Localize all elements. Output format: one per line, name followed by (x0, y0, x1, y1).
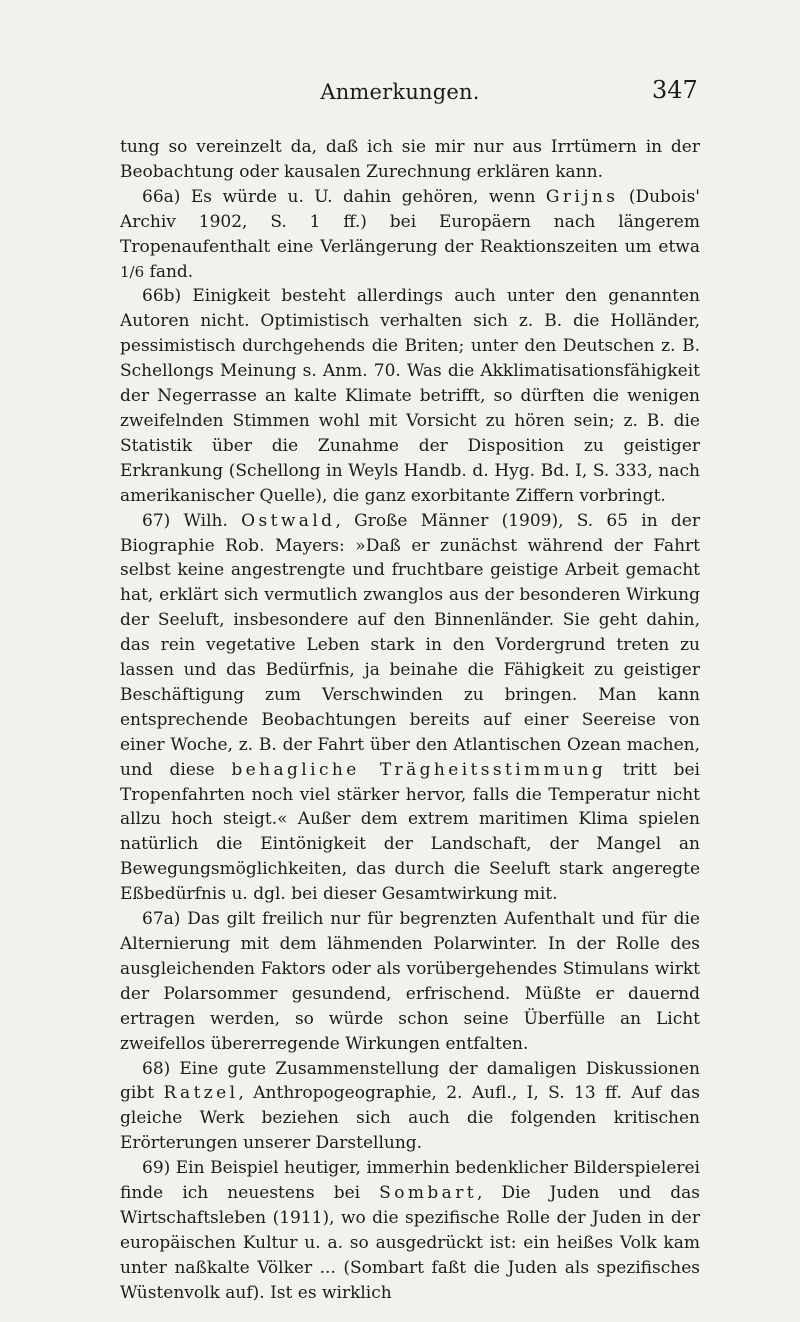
note-66a: 66a) Es würde u. U. dahin gehören, wenn Grijns (Dubois' Archiv 1902, S. 1 ff.) bei Europäern nach längerem Tropenaufenthalt eine Verlängerung der Reaktionszeiten um etwa 1/6 fand. (120, 186, 700, 282)
note-67: 67) Wilh. Ostwald, Große Männer (1909), S. 65 in der Biographie Rob. Mayers: »Daß er zunächst während der Fahrt selbst keine angestrengte und fruchtbare geistige Arbeit gemacht hat, erklärt sich vermutlich zwanglos aus der besonderen Wirkung der Seeluft, insbesondere auf den Binnenländer. Sie geht dahin, das rein vegetative Leben stark in den Vordergrund treten zu lassen und das Bedürfnis, ja beinahe die Fähigkeit zu geistiger Beschäftigung zum Verschwinden zu bringen. Man kann entsprechende Beobachtungen bereits auf einer Seereise von einer Woche, z. B. der Fahrt über den Atlantischen Ozean machen, und diese behagliche Trägheitsstimmung tritt bei Tropenfahrten noch viel stärker hervor, falls die Temperatur nicht allzu hoch steigt.« Außer dem extrem maritimen Klima spielen natürlich die Eintönigkeit der Landschaft, der Mangel an Bewegungsmöglichkeiten, das durch die Seeluft stark angeregte Eßbedürfnis u. dgl. bei dieser Gesamtwirkung mit. (120, 510, 700, 905)
emphasized-phrase: behagliche Trägheitsstimmung (231, 759, 607, 780)
author-name: Sombart (379, 1183, 477, 1204)
body-text (120, 135, 700, 1306)
author-name: Grijns (545, 186, 619, 207)
author-name: Ostwald (241, 510, 336, 531)
author-name: Ratzel (163, 1083, 239, 1104)
note-66b: 66b) Einigkeit besteht allerdings auch unter den genannten Autoren nicht. Optimistisch verhalten sich z. B. die Holländer, pessimistisch durchgehends die Briten; unter den Deutschen z. B. Schellongs Meinung s. Anm. 70. Was die Akklimatisationsfähigkeit der Negerrasse an kalte Klimate betrifft, so dürften die wenigen zweifelnden Stimmen wohl mit Vorsicht zu hören sein; z. B. die Statistik über die Zunahme der Disposition zu geistiger Erkrankung (Schellong in Weyls Handb. d. Hyg. Bd. I, S. 333, nach amerikanischer Quelle), die ganz exorbitante Ziffern vorbringt. (120, 286, 700, 506)
paragraph-continuation: tung so vereinzelt da, daß ich sie mir nur aus Irrtümern in der Beobachtung oder kausalen Zurechnung erklären kann. (120, 137, 700, 182)
note-67a: 67a) Das gilt freilich nur für begrenzten Aufenthalt und für die Alternierung mit dem lähmenden Polarwinter. In der Rolle des ausgleichenden Faktors oder als vorübergehendes Stimulans wirkt der Polarsommer gesundend, erfrischend. Müßte er dauernd ertragen werden, so würde schon seine Überfülle an Licht zweifellos übererregende Wirkungen entfalten. (120, 909, 700, 1054)
page-number: 347 (652, 76, 698, 104)
running-head: Anmerkungen. (320, 80, 480, 104)
fraction: 1/6 (120, 262, 145, 281)
note-69: 69) Ein Beispiel heutiger, immerhin bedenklicher Bilderspielerei finde ich neuestens bei Sombart, Die Juden und das Wirtschaftsleben (1911), wo die spezifische Rolle der Juden in der europäischen Kultur u. a. so ausgedrückt ist: ein heißes Volk kam unter naßkalte Völker ... (Sombart faßt die Juden als spezifisches Wüstenvolk auf). Ist es wirklich (120, 1158, 700, 1303)
note-68: 68) Eine gute Zusammenstellung der damaligen Diskussionen gibt Ratzel, Anthropogeographie, 2. Aufl., I, S. 13 ff. Auf das gleiche Werk beziehen sich auch die folgenden kritischen Erörterungen unserer Darstellung. (120, 1058, 701, 1154)
